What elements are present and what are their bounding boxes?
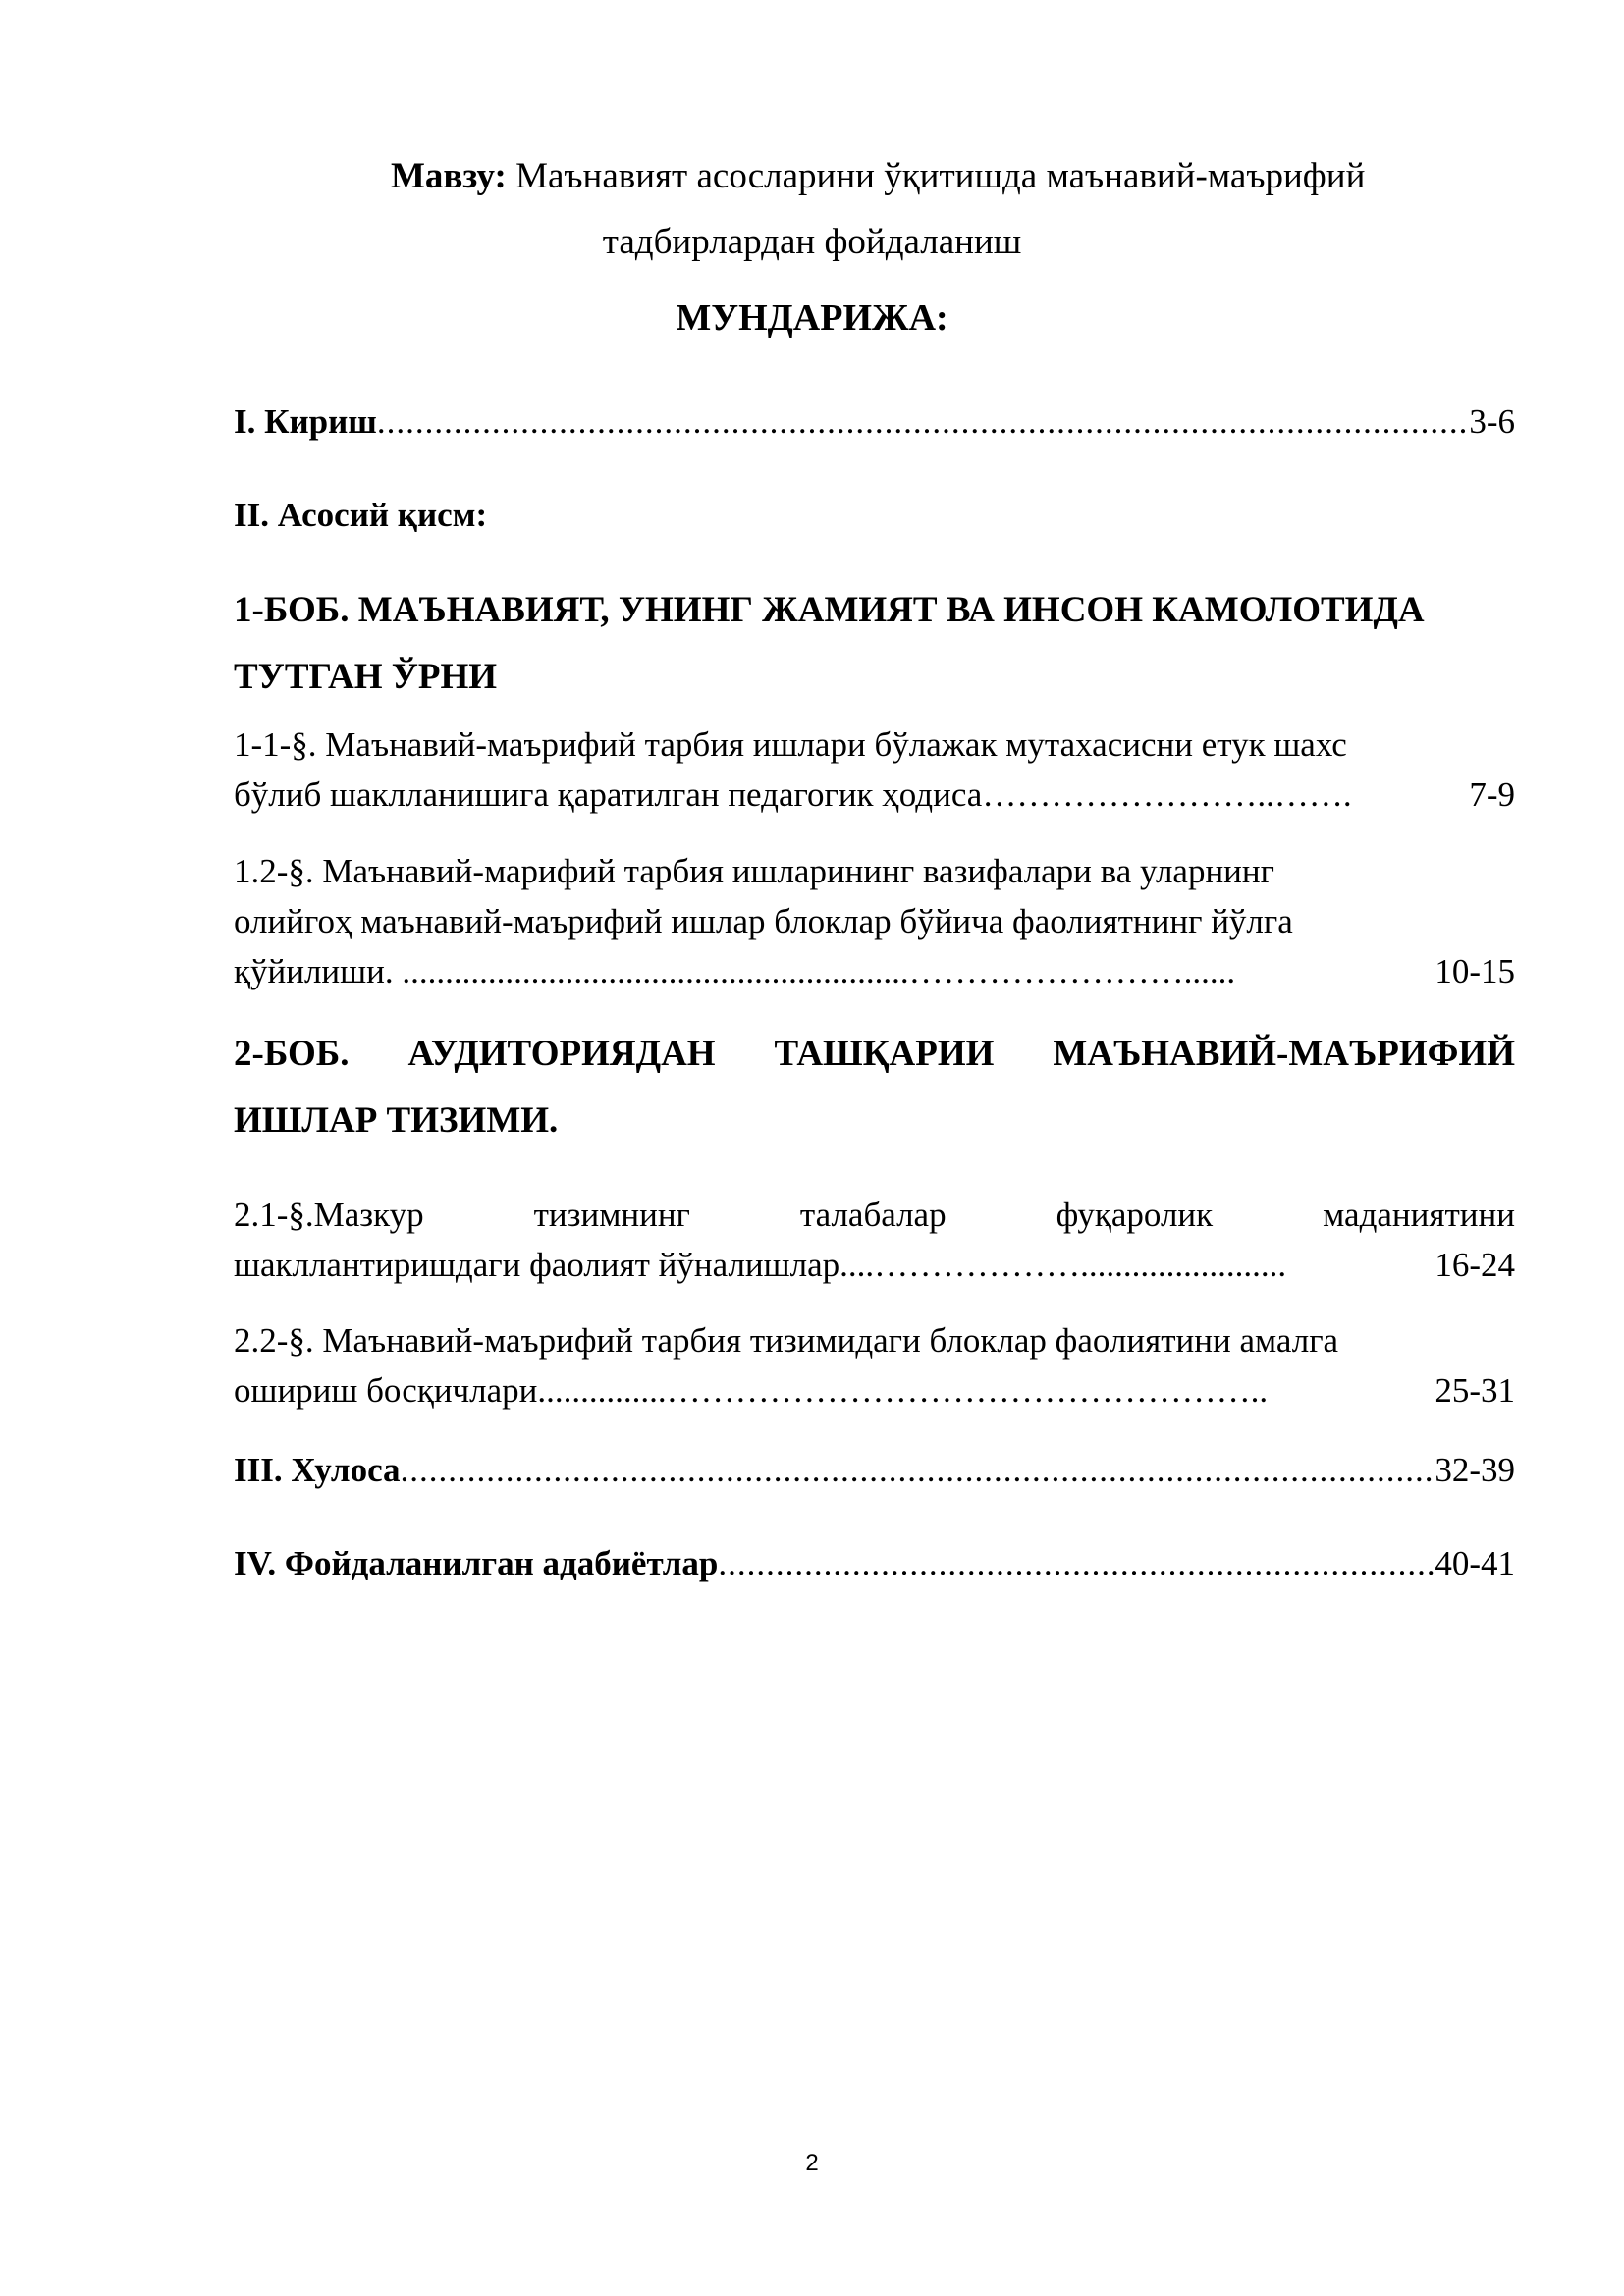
topic-line-1 — [391, 155, 1365, 197]
toc-entry-pages: 3-6 — [1469, 402, 1515, 441]
section-line-with-pages — [234, 1240, 1515, 1290]
section-line: ошириш босқичлари...............…………………………………………….. — [234, 1371, 1269, 1410]
section-line-with-pages — [234, 1365, 1515, 1415]
chapter-word: 2-БОБ. — [234, 1034, 350, 1074]
toc-section-2-1 — [234, 1190, 1515, 1290]
toc-entry-references — [234, 1544, 1515, 1583]
chapter-1-line-1: 1-БОБ. МАЪНАВИЯТ, УНИНГ ЖАМИЯТ ВА ИНСОН КАМОЛОТИДА — [234, 590, 1425, 630]
toc-section-2-2 — [234, 1315, 1515, 1415]
chapter-2-line-2: ИШЛАР ТИЗИМИ. — [234, 1100, 559, 1141]
toc-entry-pages: 32-39 — [1435, 1451, 1515, 1489]
dot-leader — [718, 1544, 1435, 1583]
page-number: 2 — [805, 2150, 819, 2176]
toc-entry-title: I. Кириш — [234, 402, 377, 441]
dot-leader — [401, 1451, 1435, 1490]
section-word: тизимнинг — [533, 1196, 690, 1234]
section-word: 2.1-§.Мазкур — [234, 1196, 424, 1234]
toc-chapter-2 — [234, 1021, 1515, 1154]
chapter-word: АУДИТОРИЯДАН — [407, 1034, 716, 1074]
section-word: маданиятини — [1323, 1196, 1515, 1234]
section-line: олийгоҳ маънавий-маърифий ишлар блоклар бўйича фаолиятнинг йўлга — [234, 902, 1293, 940]
page-title: МУНДАРИЖА: — [676, 297, 948, 339]
section-line: 1.2-§. Маънавий-марифий тарбия ишларининг вазифалари ва уларнинг — [234, 852, 1274, 890]
section-word: талабалар — [799, 1196, 947, 1234]
toc-entry-intro — [234, 402, 1515, 442]
section-line: бўлиб шаклланишига қаратилган педагогик ҳодиса……………………..……. — [234, 775, 1352, 814]
toc-entry-pages: 10-15 — [1435, 952, 1515, 990]
toc-entry-title: IV. Фойдаланилган адабиётлар — [234, 1544, 719, 1582]
section-line: шакллантиришдаги фаолият йўналишлар....………………........................ — [234, 1246, 1287, 1284]
toc-entry-conclusion — [234, 1451, 1515, 1490]
dot-leader — [377, 402, 1469, 442]
toc-section-1-2 — [234, 846, 1515, 996]
section-line-with-pages — [234, 946, 1515, 996]
topic-line-2: тадбирлардан фойдаланиш — [602, 222, 1022, 262]
toc-entry-pages: 16-24 — [1435, 1246, 1515, 1284]
toc-entry-main-part: II. Асосий қисм: — [234, 496, 488, 534]
toc-entry-pages: 7-9 — [1469, 775, 1515, 814]
section-line: қўйилиши. ...........................................................……………………...... — [234, 952, 1236, 990]
section-word: фуқаролик — [1056, 1196, 1214, 1234]
topic-label: Мавзу: — [391, 156, 507, 196]
section-line-justified — [234, 1190, 1515, 1240]
section-line: 1-1-§. Маънавий-маърифий тарбия ишлари бўлажак мутахасисни етук шахс — [234, 725, 1347, 764]
chapter-1-line-2: ТУТГАН ЎРНИ — [234, 657, 498, 697]
toc-entry-title: III. Хулоса — [234, 1451, 401, 1489]
toc-entry-pages: 40-41 — [1435, 1544, 1515, 1582]
topic-text-1: Маънавият асосларини ўқитишда маънавий-маърифий — [515, 156, 1366, 196]
section-line-with-pages — [234, 770, 1515, 820]
chapter-word: ТАШҚАРИИ — [774, 1034, 995, 1074]
toc-chapter-1 — [234, 577, 1515, 711]
chapter-2-line-1 — [234, 1021, 1515, 1088]
chapter-word: МАЪНАВИЙ-МАЪРИФИЙ — [1053, 1034, 1515, 1074]
toc-entry-pages: 25-31 — [1435, 1371, 1515, 1410]
toc-section-1-1 — [234, 720, 1515, 820]
section-line: 2.2-§. Маънавий-маърифий тарбия тизимидаги блоклар фаолиятини амалга — [234, 1321, 1339, 1360]
